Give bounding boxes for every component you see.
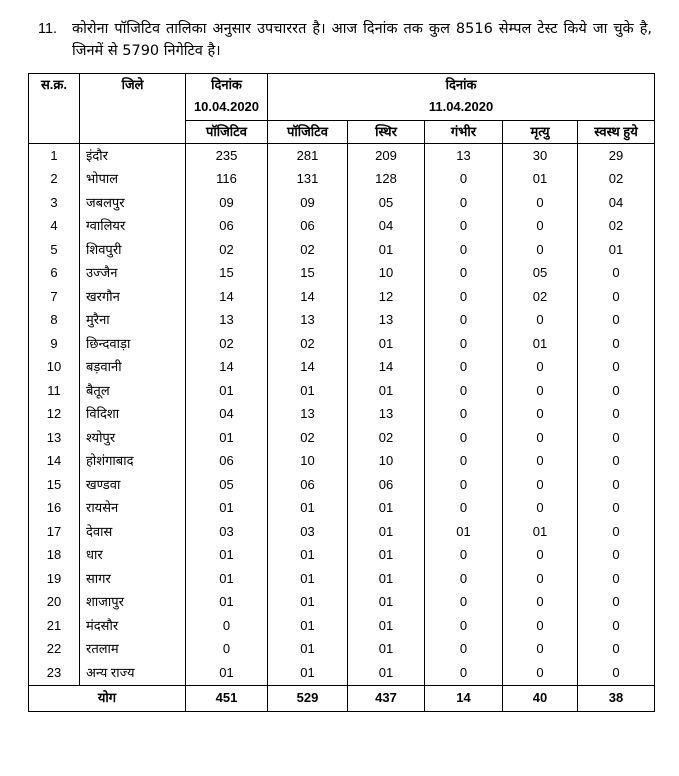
table-row — [29, 450, 655, 474]
total-cell: 451 — [186, 685, 268, 711]
table-row — [29, 144, 655, 168]
row-value: 0 — [425, 567, 503, 591]
row-value: 01 — [268, 567, 348, 591]
row-sno: 14 — [29, 450, 80, 474]
total-cell: 529 — [268, 685, 348, 711]
row-district: इंदौर — [80, 144, 186, 168]
row-value: 02 — [186, 238, 268, 262]
row-value: 0 — [425, 638, 503, 662]
paragraph-text: कोरोना पॉजिटिव तालिका अनुसार उपचाररत है। आज दिनांक तक कुल 8516 सेम्पल टेस्ट किये जा चुके है, जिनमें से 5790 निगेटिव है। — [72, 21, 652, 59]
row-value: 02 — [578, 168, 655, 192]
row-district: होशंगाबाद — [80, 450, 186, 474]
row-value: 0 — [503, 544, 578, 568]
row-sno: 8 — [29, 309, 80, 333]
row-value: 02 — [578, 215, 655, 239]
row-value: 01 — [348, 544, 425, 568]
header-serious: गंभीर — [425, 121, 503, 144]
row-sno: 12 — [29, 403, 80, 427]
table-row — [29, 215, 655, 239]
table-row — [29, 473, 655, 497]
table-row — [29, 238, 655, 262]
row-value: 0 — [578, 262, 655, 286]
row-value: 01 — [186, 544, 268, 568]
row-value: 15 — [268, 262, 348, 286]
row-value: 0 — [425, 379, 503, 403]
row-value: 0 — [503, 215, 578, 239]
row-value: 12 — [348, 285, 425, 309]
row-value: 01 — [186, 591, 268, 615]
covid-positive-table — [28, 73, 655, 712]
row-sno: 20 — [29, 591, 80, 615]
header-positive-2: पॉजिटिव — [268, 121, 348, 144]
row-value: 0 — [503, 473, 578, 497]
header-death: मृत्यु — [503, 121, 578, 144]
row-value: 01 — [348, 379, 425, 403]
row-district: शाजापुर — [80, 591, 186, 615]
header-date-2-value: 11.04.2020 — [428, 99, 494, 114]
row-value: 0 — [578, 544, 655, 568]
row-value: 01 — [268, 614, 348, 638]
row-value: 131 — [268, 168, 348, 192]
row-value: 0 — [503, 309, 578, 333]
row-value: 13 — [425, 144, 503, 168]
row-value: 05 — [348, 191, 425, 215]
row-value: 281 — [268, 144, 348, 168]
row-value: 209 — [348, 144, 425, 168]
row-value: 10 — [268, 450, 348, 474]
row-district: बैतूल — [80, 379, 186, 403]
row-value: 0 — [425, 473, 503, 497]
row-sno: 19 — [29, 567, 80, 591]
row-value: 13 — [186, 309, 268, 333]
row-value: 0 — [425, 450, 503, 474]
row-value: 01 — [425, 520, 503, 544]
header-recovered: स्वस्थ हुये — [578, 121, 655, 144]
row-district: खण्डवा — [80, 473, 186, 497]
row-value: 14 — [186, 285, 268, 309]
row-value: 01 — [503, 332, 578, 356]
row-district: श्योपुर — [80, 426, 186, 450]
table-row — [29, 379, 655, 403]
row-value: 01 — [268, 379, 348, 403]
row-sno: 18 — [29, 544, 80, 568]
row-sno: 10 — [29, 356, 80, 380]
row-value: 0 — [578, 520, 655, 544]
row-value: 0 — [503, 614, 578, 638]
row-value: 0 — [425, 191, 503, 215]
row-value: 01 — [268, 591, 348, 615]
table-row — [29, 191, 655, 215]
row-value: 02 — [268, 332, 348, 356]
table-row — [29, 262, 655, 286]
row-value: 06 — [186, 215, 268, 239]
row-value: 04 — [578, 191, 655, 215]
row-value: 0 — [503, 379, 578, 403]
table-row — [29, 356, 655, 380]
row-value: 01 — [348, 238, 425, 262]
table-row — [29, 168, 655, 192]
row-value: 0 — [186, 638, 268, 662]
row-value: 0 — [503, 567, 578, 591]
row-value: 06 — [186, 450, 268, 474]
table-row — [29, 544, 655, 568]
row-value: 09 — [268, 191, 348, 215]
row-value: 13 — [348, 403, 425, 427]
row-value: 01 — [268, 497, 348, 521]
row-value: 01 — [348, 497, 425, 521]
row-value: 13 — [268, 403, 348, 427]
row-value: 0 — [578, 567, 655, 591]
row-value: 01 — [268, 661, 348, 685]
row-value: 0 — [425, 168, 503, 192]
row-value: 30 — [503, 144, 578, 168]
row-value: 01 — [268, 638, 348, 662]
row-district: ग्वालियर — [80, 215, 186, 239]
table-row — [29, 426, 655, 450]
header-date-2-label: दिनांक — [445, 77, 477, 92]
row-district: भोपाल — [80, 168, 186, 192]
row-value: 0 — [503, 191, 578, 215]
row-value: 01 — [348, 661, 425, 685]
row-value: 01 — [186, 426, 268, 450]
row-sno: 4 — [29, 215, 80, 239]
row-value: 01 — [186, 379, 268, 403]
row-district: रायसेन — [80, 497, 186, 521]
row-value: 02 — [503, 285, 578, 309]
row-value: 0 — [578, 473, 655, 497]
header-sno: स.क्र. — [29, 74, 80, 144]
row-value: 0 — [503, 356, 578, 380]
row-sno: 11 — [29, 379, 80, 403]
header-date-2 — [268, 74, 655, 121]
row-value: 0 — [425, 661, 503, 685]
row-district: सागर — [80, 567, 186, 591]
row-district: विदिशा — [80, 403, 186, 427]
row-value: 14 — [186, 356, 268, 380]
row-value: 0 — [578, 450, 655, 474]
row-sno: 16 — [29, 497, 80, 521]
row-district: जबलपुर — [80, 191, 186, 215]
table-row — [29, 309, 655, 333]
row-value: 0 — [503, 638, 578, 662]
row-sno: 2 — [29, 168, 80, 192]
row-value: 0 — [425, 591, 503, 615]
row-value: 03 — [186, 520, 268, 544]
row-district: रतलाम — [80, 638, 186, 662]
row-value: 0 — [503, 661, 578, 685]
row-value: 13 — [348, 309, 425, 333]
row-value: 0 — [425, 426, 503, 450]
row-value: 01 — [503, 520, 578, 544]
table-row — [29, 567, 655, 591]
row-value: 0 — [578, 285, 655, 309]
row-value: 02 — [186, 332, 268, 356]
row-value: 0 — [503, 497, 578, 521]
row-value: 02 — [348, 426, 425, 450]
row-value: 0 — [578, 356, 655, 380]
row-sno: 7 — [29, 285, 80, 309]
row-value: 0 — [425, 215, 503, 239]
table-body — [29, 144, 655, 686]
row-value: 235 — [186, 144, 268, 168]
table-row — [29, 520, 655, 544]
row-value: 0 — [578, 309, 655, 333]
row-district: उज्जैन — [80, 262, 186, 286]
table-row — [29, 332, 655, 356]
row-value: 0 — [578, 591, 655, 615]
row-value: 0 — [578, 614, 655, 638]
table-row — [29, 614, 655, 638]
row-value: 116 — [186, 168, 268, 192]
total-cell: 38 — [578, 685, 655, 711]
row-value: 0 — [578, 379, 655, 403]
row-value: 0 — [425, 403, 503, 427]
header-stable: स्थिर — [348, 121, 425, 144]
row-sno: 1 — [29, 144, 80, 168]
table-row — [29, 403, 655, 427]
row-value: 05 — [186, 473, 268, 497]
row-value: 01 — [186, 567, 268, 591]
row-district: मुरैना — [80, 309, 186, 333]
row-value: 15 — [186, 262, 268, 286]
row-sno: 23 — [29, 661, 80, 685]
row-value: 128 — [348, 168, 425, 192]
header-date-1-label: दिनांक — [211, 77, 242, 92]
total-row — [29, 685, 655, 711]
row-value: 01 — [268, 544, 348, 568]
row-value: 01 — [503, 168, 578, 192]
row-value: 01 — [348, 614, 425, 638]
table-row — [29, 638, 655, 662]
row-value: 29 — [578, 144, 655, 168]
row-district: देवास — [80, 520, 186, 544]
total-label: योग — [29, 685, 186, 711]
row-value: 0 — [578, 332, 655, 356]
row-value: 0 — [425, 497, 503, 521]
total-cell: 40 — [503, 685, 578, 711]
row-value: 01 — [348, 591, 425, 615]
row-sno: 17 — [29, 520, 80, 544]
header-date-1-value: 10.04.2020 — [193, 99, 260, 114]
row-district: मंदसौर — [80, 614, 186, 638]
row-value: 0 — [503, 591, 578, 615]
total-cell: 437 — [348, 685, 425, 711]
row-value: 01 — [186, 497, 268, 521]
row-value: 06 — [348, 473, 425, 497]
row-value: 0 — [578, 497, 655, 521]
row-value: 0 — [578, 661, 655, 685]
row-value: 02 — [268, 426, 348, 450]
row-sno: 3 — [29, 191, 80, 215]
row-value: 0 — [425, 332, 503, 356]
row-value: 0 — [425, 356, 503, 380]
row-value: 14 — [348, 356, 425, 380]
row-value: 10 — [348, 262, 425, 286]
table-row — [29, 661, 655, 685]
header-district: जिले — [80, 74, 186, 144]
row-value: 05 — [503, 262, 578, 286]
row-district: धार — [80, 544, 186, 568]
row-value: 14 — [268, 285, 348, 309]
paragraph-number: 11. — [38, 21, 58, 37]
row-sno: 5 — [29, 238, 80, 262]
row-value: 0 — [186, 614, 268, 638]
header-date-1 — [186, 74, 268, 121]
row-district: अन्य राज्य — [80, 661, 186, 685]
row-sno: 15 — [29, 473, 80, 497]
row-value: 14 — [268, 356, 348, 380]
row-value: 0 — [425, 262, 503, 286]
row-value: 0 — [503, 238, 578, 262]
row-value: 01 — [348, 638, 425, 662]
row-value: 0 — [578, 638, 655, 662]
row-value: 0 — [425, 544, 503, 568]
row-value: 06 — [268, 473, 348, 497]
header-positive-1: पॉजिटिव — [186, 121, 268, 144]
row-value: 01 — [186, 661, 268, 685]
row-value: 0 — [578, 403, 655, 427]
row-value: 0 — [425, 309, 503, 333]
row-district: बड़वानी — [80, 356, 186, 380]
row-district: शिवपुरी — [80, 238, 186, 262]
row-value: 0 — [425, 238, 503, 262]
row-value: 02 — [268, 238, 348, 262]
row-value: 13 — [268, 309, 348, 333]
row-sno: 13 — [29, 426, 80, 450]
row-sno: 22 — [29, 638, 80, 662]
table-row — [29, 591, 655, 615]
total-cell: 14 — [425, 685, 503, 711]
row-sno: 21 — [29, 614, 80, 638]
row-value: 0 — [578, 426, 655, 450]
row-value: 01 — [348, 567, 425, 591]
row-value: 06 — [268, 215, 348, 239]
row-value: 0 — [503, 426, 578, 450]
row-sno: 9 — [29, 332, 80, 356]
row-value: 10 — [348, 450, 425, 474]
row-value: 0 — [503, 403, 578, 427]
row-value: 01 — [348, 332, 425, 356]
row-value: 0 — [425, 285, 503, 309]
row-value: 0 — [425, 614, 503, 638]
row-value: 04 — [348, 215, 425, 239]
row-value: 01 — [348, 520, 425, 544]
row-district: खरगौन — [80, 285, 186, 309]
row-sno: 6 — [29, 262, 80, 286]
row-district: छिन्दवाड़ा — [80, 332, 186, 356]
row-value: 01 — [578, 238, 655, 262]
row-value: 04 — [186, 403, 268, 427]
row-value: 03 — [268, 520, 348, 544]
table-row — [29, 285, 655, 309]
row-value: 0 — [503, 450, 578, 474]
row-value: 09 — [186, 191, 268, 215]
table-row — [29, 497, 655, 521]
